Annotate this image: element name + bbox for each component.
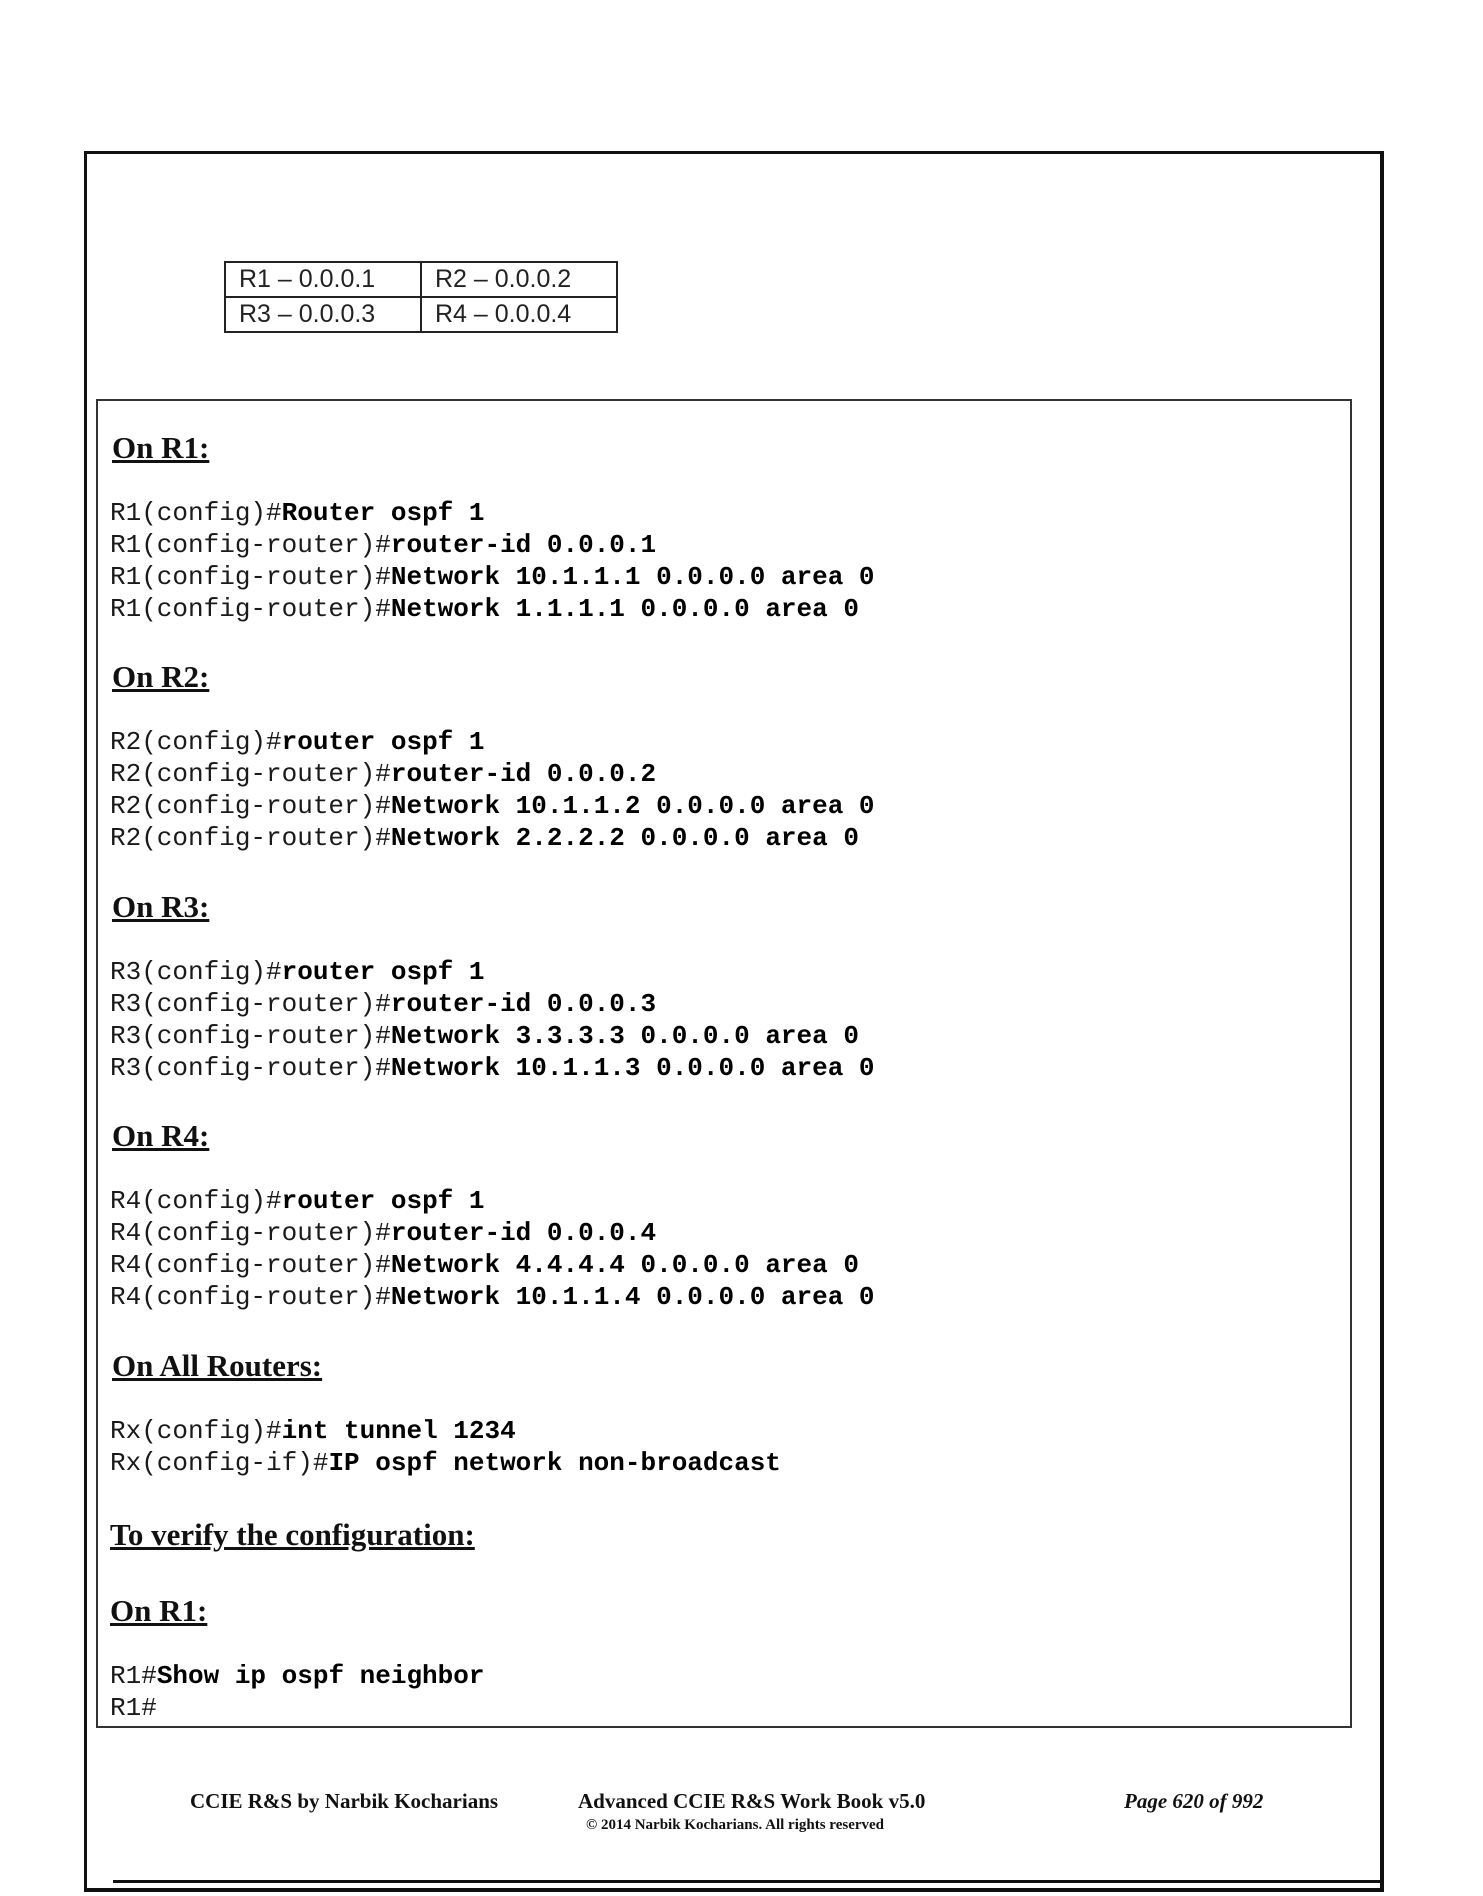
table-cell: R4 – 0.0.0.4: [421, 297, 617, 332]
code-command: IP ospf network non-broadcast: [328, 1448, 781, 1478]
code-command: Network 4.4.4.4 0.0.0.0 area 0: [390, 1250, 859, 1280]
code-line: [110, 1020, 875, 1052]
code-line: [110, 758, 875, 790]
code-line: [110, 1185, 875, 1217]
table-cell: R3 – 0.0.0.3: [225, 297, 421, 332]
section-heading: On R3:: [112, 889, 210, 924]
table-row: [225, 262, 617, 297]
code-prompt: R1#: [110, 1661, 157, 1691]
code-command: Show ip ospf neighbor: [156, 1661, 485, 1691]
table-row: [225, 297, 617, 332]
code-prompt: R4(config-router)#: [110, 1218, 391, 1248]
footer-book-title: Advanced CCIE R&S Work Book v5.0: [578, 1789, 926, 1813]
section-heading: On R2:: [112, 659, 210, 694]
code-line: [110, 561, 875, 593]
code-line: [110, 1217, 875, 1249]
code-command: router-id 0.0.0.1: [390, 530, 657, 560]
code-prompt: R1(config-router)#: [110, 562, 391, 592]
code-command: Router ospf 1: [281, 498, 485, 528]
code-block: [110, 1660, 484, 1724]
code-prompt: R2(config-router)#: [110, 759, 391, 789]
code-line: [110, 1281, 875, 1313]
section-heading: On R1:: [110, 1593, 208, 1628]
code-line: [110, 593, 875, 625]
code-prompt: R4(config-router)#: [110, 1250, 391, 1280]
code-command: Network 1.1.1.1 0.0.0.0 area 0: [390, 594, 859, 624]
code-prompt: Rx(config-if)#: [110, 1448, 329, 1478]
bottom-rule: [113, 1880, 1381, 1883]
footer-author: CCIE R&S by Narbik Kocharians: [190, 1789, 499, 1813]
code-block: [110, 497, 875, 625]
router-id-table: [224, 261, 618, 333]
code-prompt: R3(config-router)#: [110, 1021, 391, 1051]
code-prompt: R3(config-router)#: [110, 1053, 391, 1083]
code-command: Network 10.1.1.2 0.0.0.0 area 0: [390, 791, 875, 821]
code-prompt: R4(config)#: [110, 1186, 282, 1216]
code-line: [110, 1447, 781, 1479]
section-heading: On All Routers:: [112, 1348, 323, 1383]
code-line: [110, 1415, 781, 1447]
code-block: [110, 1185, 875, 1313]
code-command: Network 10.1.1.3 0.0.0.0 area 0: [390, 1053, 875, 1083]
section-heading: To verify the configuration:: [110, 1517, 475, 1552]
code-command: router ospf 1: [281, 1186, 485, 1216]
code-line: [110, 1660, 484, 1692]
code-line: [110, 822, 875, 854]
code-block: [110, 726, 875, 854]
table-cell: R1 – 0.0.0.1: [225, 262, 421, 297]
code-command: router-id 0.0.0.3: [390, 989, 657, 1019]
code-line: [110, 726, 875, 758]
code-prompt: R2(config)#: [110, 727, 282, 757]
code-prompt: R1(config-router)#: [110, 530, 391, 560]
code-line: [110, 497, 875, 529]
footer-page-number: Page 620 of 992: [1124, 1789, 1264, 1813]
code-command: Network 10.1.1.4 0.0.0.0 area 0: [390, 1282, 875, 1312]
code-block: [110, 1415, 781, 1479]
code-command: router ospf 1: [281, 727, 485, 757]
code-prompt: R3(config)#: [110, 957, 282, 987]
code-line: [110, 988, 875, 1020]
code-prompt: R2(config-router)#: [110, 823, 391, 853]
code-command: Network 2.2.2.2 0.0.0.0 area 0: [390, 823, 859, 853]
code-command: router ospf 1: [281, 957, 485, 987]
section-heading: On R4:: [112, 1118, 210, 1153]
table-cell: R2 – 0.0.0.2: [421, 262, 617, 297]
code-prompt: R3(config-router)#: [110, 989, 391, 1019]
code-command: int tunnel 1234: [281, 1416, 516, 1446]
code-command: Network 10.1.1.1 0.0.0.0 area 0: [390, 562, 875, 592]
code-prompt: R1#: [110, 1693, 157, 1723]
code-prompt: Rx(config)#: [110, 1416, 282, 1446]
section-heading: On R1:: [112, 430, 210, 465]
code-line: [110, 1052, 875, 1084]
code-command: router-id 0.0.0.4: [390, 1218, 657, 1248]
code-line: [110, 529, 875, 561]
code-command: router-id 0.0.0.2: [390, 759, 657, 789]
code-command: Network 3.3.3.3 0.0.0.0 area 0: [390, 1021, 859, 1051]
code-line: [110, 956, 875, 988]
code-prompt: R4(config-router)#: [110, 1282, 391, 1312]
footer-copyright: © 2014 Narbik Kocharians. All rights reserved: [586, 1817, 885, 1833]
code-line: [110, 1249, 875, 1281]
code-line: [110, 1692, 484, 1724]
code-prompt: R2(config-router)#: [110, 791, 391, 821]
code-block: [110, 956, 875, 1084]
code-line: [110, 790, 875, 822]
code-prompt: R1(config-router)#: [110, 594, 391, 624]
code-prompt: R1(config)#: [110, 498, 282, 528]
